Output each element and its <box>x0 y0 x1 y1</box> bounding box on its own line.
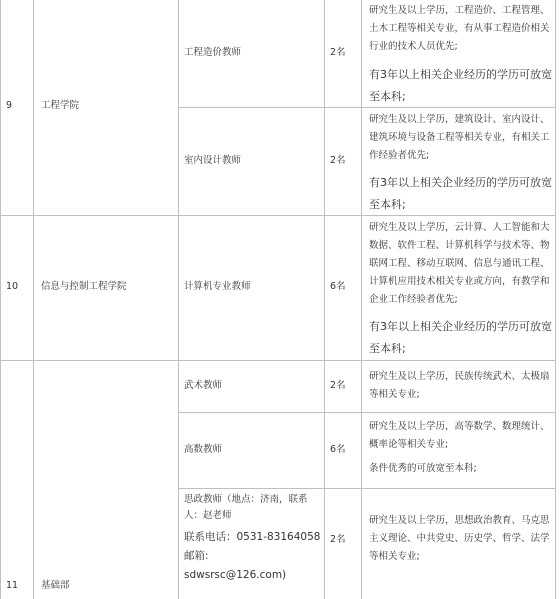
position-requirement: 研究生及以上学历，高等数学、数理统计、概率论等相关专业; <box>369 421 550 450</box>
position-count: 2名 <box>330 47 346 58</box>
position-requirement: 研究生及以上学历，民族传统武术、太极扇等相关专业; <box>369 371 550 400</box>
row-divider <box>0 360 556 361</box>
grid-line <box>33 0 34 599</box>
position-count: 2名 <box>330 534 346 545</box>
grid-line <box>555 0 556 599</box>
position-note: 有3年以上相关企业经历的学历可放宽至本科; <box>369 320 552 355</box>
position-requirement: 研究生及以上学历，思想政治教育、马克思主义理论、中共党史、历史学、哲学、法学等相关专业; <box>369 515 550 562</box>
position-note: 条件优秀的可放宽至本科; <box>369 463 477 474</box>
college-name: 工程学院 <box>41 100 80 111</box>
position-title: 工程造价教师 <box>184 47 242 58</box>
contact-phone: 联系电话：0531-83164058 邮箱: <box>184 531 321 562</box>
position-requirement: 研究生及以上学历，云计算、人工智能和大数据、软件工程、计算机科学与技术等、物联网工程、移动互联网、信息与通讯工程、计算机应用技术相关专业或方向，有教学和企业工作经验者优先; <box>369 222 550 305</box>
position-requirement: 研究生及以上学历，工程造价、工程管理、土木工程等相关专业，有从事工程造价相关行业的技术人员优先; <box>369 5 550 52</box>
position-count: 6名 <box>330 281 346 292</box>
position-title-with-contact <box>184 492 324 585</box>
row-number: 11 <box>6 580 19 591</box>
position-title: 武术教师 <box>184 380 223 391</box>
position-title: 思政教师（地点：济南，联系人：赵老师 <box>184 494 308 521</box>
position-requirement: 研究生及以上学历，建筑设计、室内设计、建筑环境与设备工程等相关专业，有相关工作经验者优先; <box>369 114 550 161</box>
row-number: 10 <box>6 281 19 292</box>
position-count: 6名 <box>330 444 346 455</box>
college-name: 基础部 <box>41 580 70 591</box>
row-divider <box>178 412 556 413</box>
row-number: 9 <box>6 100 13 111</box>
position-count: 2名 <box>330 155 346 166</box>
row-divider <box>178 488 556 489</box>
contact-email: sdwsrsc@126.com) <box>184 569 287 581</box>
grid-line <box>324 0 325 599</box>
grid-line <box>361 0 362 599</box>
grid-line <box>178 0 179 599</box>
grid-line <box>0 0 1 599</box>
position-title: 室内设计教师 <box>184 155 242 166</box>
position-note: 有3年以上相关企业经历的学历可放宽至本科; <box>369 176 552 211</box>
college-name: 信息与控制工程学院 <box>41 281 127 292</box>
position-note: 有3年以上相关企业经历的学历可放宽至本科; <box>369 68 552 103</box>
position-count: 2名 <box>330 380 346 391</box>
position-title: 计算机专业教师 <box>184 281 251 292</box>
position-title: 高数教师 <box>184 444 223 455</box>
